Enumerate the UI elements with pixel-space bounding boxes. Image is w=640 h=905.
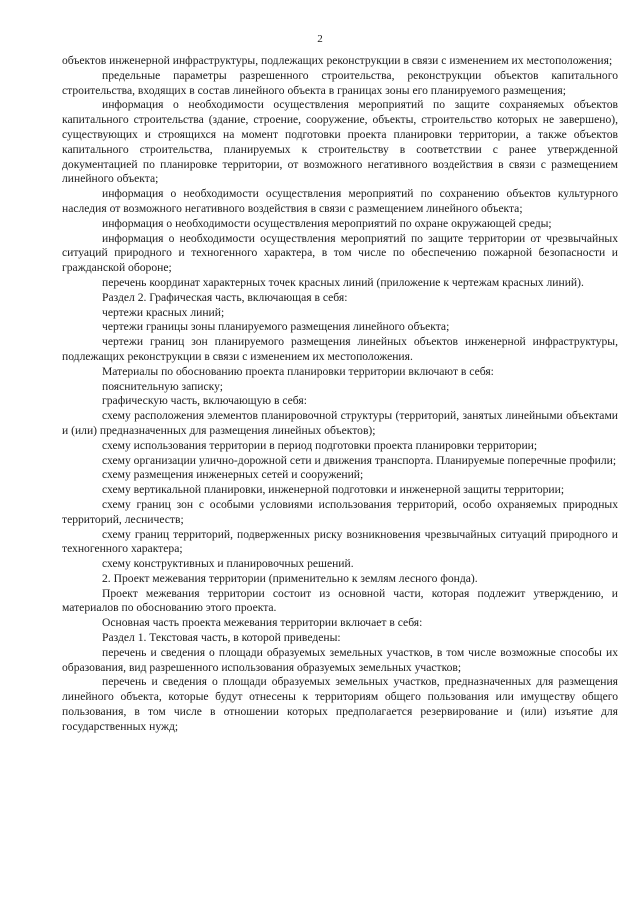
section-heading: Раздел 1. Текстовая часть, в которой приведены: bbox=[102, 631, 341, 645]
paragraph: пояснительную записку; bbox=[102, 379, 223, 393]
paragraph: перечень и сведения о площади образуемых земельных участков, предназначенных для размещения линейного объекта, которые будут отнесены к территориям общего пользования или имуществу общего пользования, в том числе в отношении которых предполагается резервирование и (или) изъятие для государственных нужд; bbox=[62, 675, 618, 733]
paragraph: Проект межевания территории состоит из основной части, которая подлежит утверждению, и материалов по обоснованию этого проекта. bbox=[62, 586, 618, 615]
paragraph: схему вертикальной планировки, инженерной подготовки и инженерной защиты территории; bbox=[102, 483, 565, 497]
paragraph: объектов инженерной инфраструктуры, подлежащих реконструкции в связи с изменением их местоположения; bbox=[62, 54, 613, 67]
paragraph: информация о необходимости осуществления мероприятий по охране окружающей среды; bbox=[102, 216, 552, 230]
paragraph: схему конструктивных и планировочных решений. bbox=[102, 557, 354, 571]
paragraph: чертежи красных линий; bbox=[102, 305, 225, 319]
paragraph: схему использования территории в период подготовки проекта планировки территории; bbox=[102, 438, 538, 452]
paragraph: схему границ территорий, подверженных риску возникновения чрезвычайных ситуаций природного и техногенного характера; bbox=[62, 527, 618, 556]
paragraph: Материалы по обоснованию проекта планировки территории включают в себя: bbox=[102, 364, 494, 378]
paragraph: информация о необходимости осуществления мероприятий по защите территории от чрезвычайных ситуаций природного и техногенного характера, в том числе по обеспечению пожарной безопасности и гражданской обороне; bbox=[62, 231, 618, 275]
paragraph: чертежи границ зон планируемого размещения линейных объектов инженерной инфраструктуры, подлежащих реконструкции в связи с изменением их местоположения. bbox=[62, 335, 618, 363]
paragraph: схему организации улично-дорожной сети и движения транспорта. Планируемые поперечные профили; bbox=[102, 453, 617, 467]
paragraph: графическую часть, включающую в себя: bbox=[102, 394, 307, 408]
paragraph: схему размещения инженерных сетей и сооружений; bbox=[102, 468, 364, 482]
paragraph: перечень и сведения о площади образуемых земельных участков, в том числе возможные способы их образования, вид разрешенного использования образуемых земельных участков; bbox=[62, 645, 618, 674]
paragraph: схему границ зон с особыми условиями использования территорий, особо охраняемых природных территорий, лесничеств; bbox=[62, 497, 618, 526]
paragraph: информация о необходимости осуществления мероприятий по сохранению объектов культурного наследия от возможного негативного воздействия в связи с размещением линейного объекта; bbox=[62, 187, 618, 215]
paragraph: перечень координат характерных точек красных линий (приложение к чертежам красных линий). bbox=[102, 275, 584, 289]
paragraph: Основная часть проекта межевания территории включает в себя: bbox=[102, 616, 423, 630]
page-number: 2 bbox=[317, 33, 323, 45]
paragraph: схему расположения элементов планировочной структуры (территорий, занятых линейными объектами и (или) предназначенных для размещения линейных объектов); bbox=[62, 409, 618, 437]
paragraph: предельные параметры разрешенного строительства, реконструкции объектов капитального строительства, входящих в состав линейного объекта в границах зоны его планируемого размещения; bbox=[62, 68, 618, 97]
section-heading: Раздел 2. Графическая часть, включающая в себя: bbox=[102, 290, 348, 304]
document-body bbox=[62, 54, 618, 735]
section-heading: 2. Проект межевания территории (применительно к землям лесного фонда). bbox=[102, 571, 478, 585]
paragraph: чертежи границы зоны планируемого размещения линейного объекта; bbox=[102, 320, 450, 334]
paragraph: информация о необходимости осуществления мероприятий по защите сохраняемых объектов капитального строительства (здание, строение, сооружение, объекты, строительство которых не завершено), существующих и строящихся на момент подготовки проекта планировки территории, а также объектов капитального строительства, планируемых к строительству в соответствии с ранее утвержденной документацией по планировке территории, от возможного негативного воздействия в связи с размещением линейного объекта; bbox=[62, 98, 618, 186]
